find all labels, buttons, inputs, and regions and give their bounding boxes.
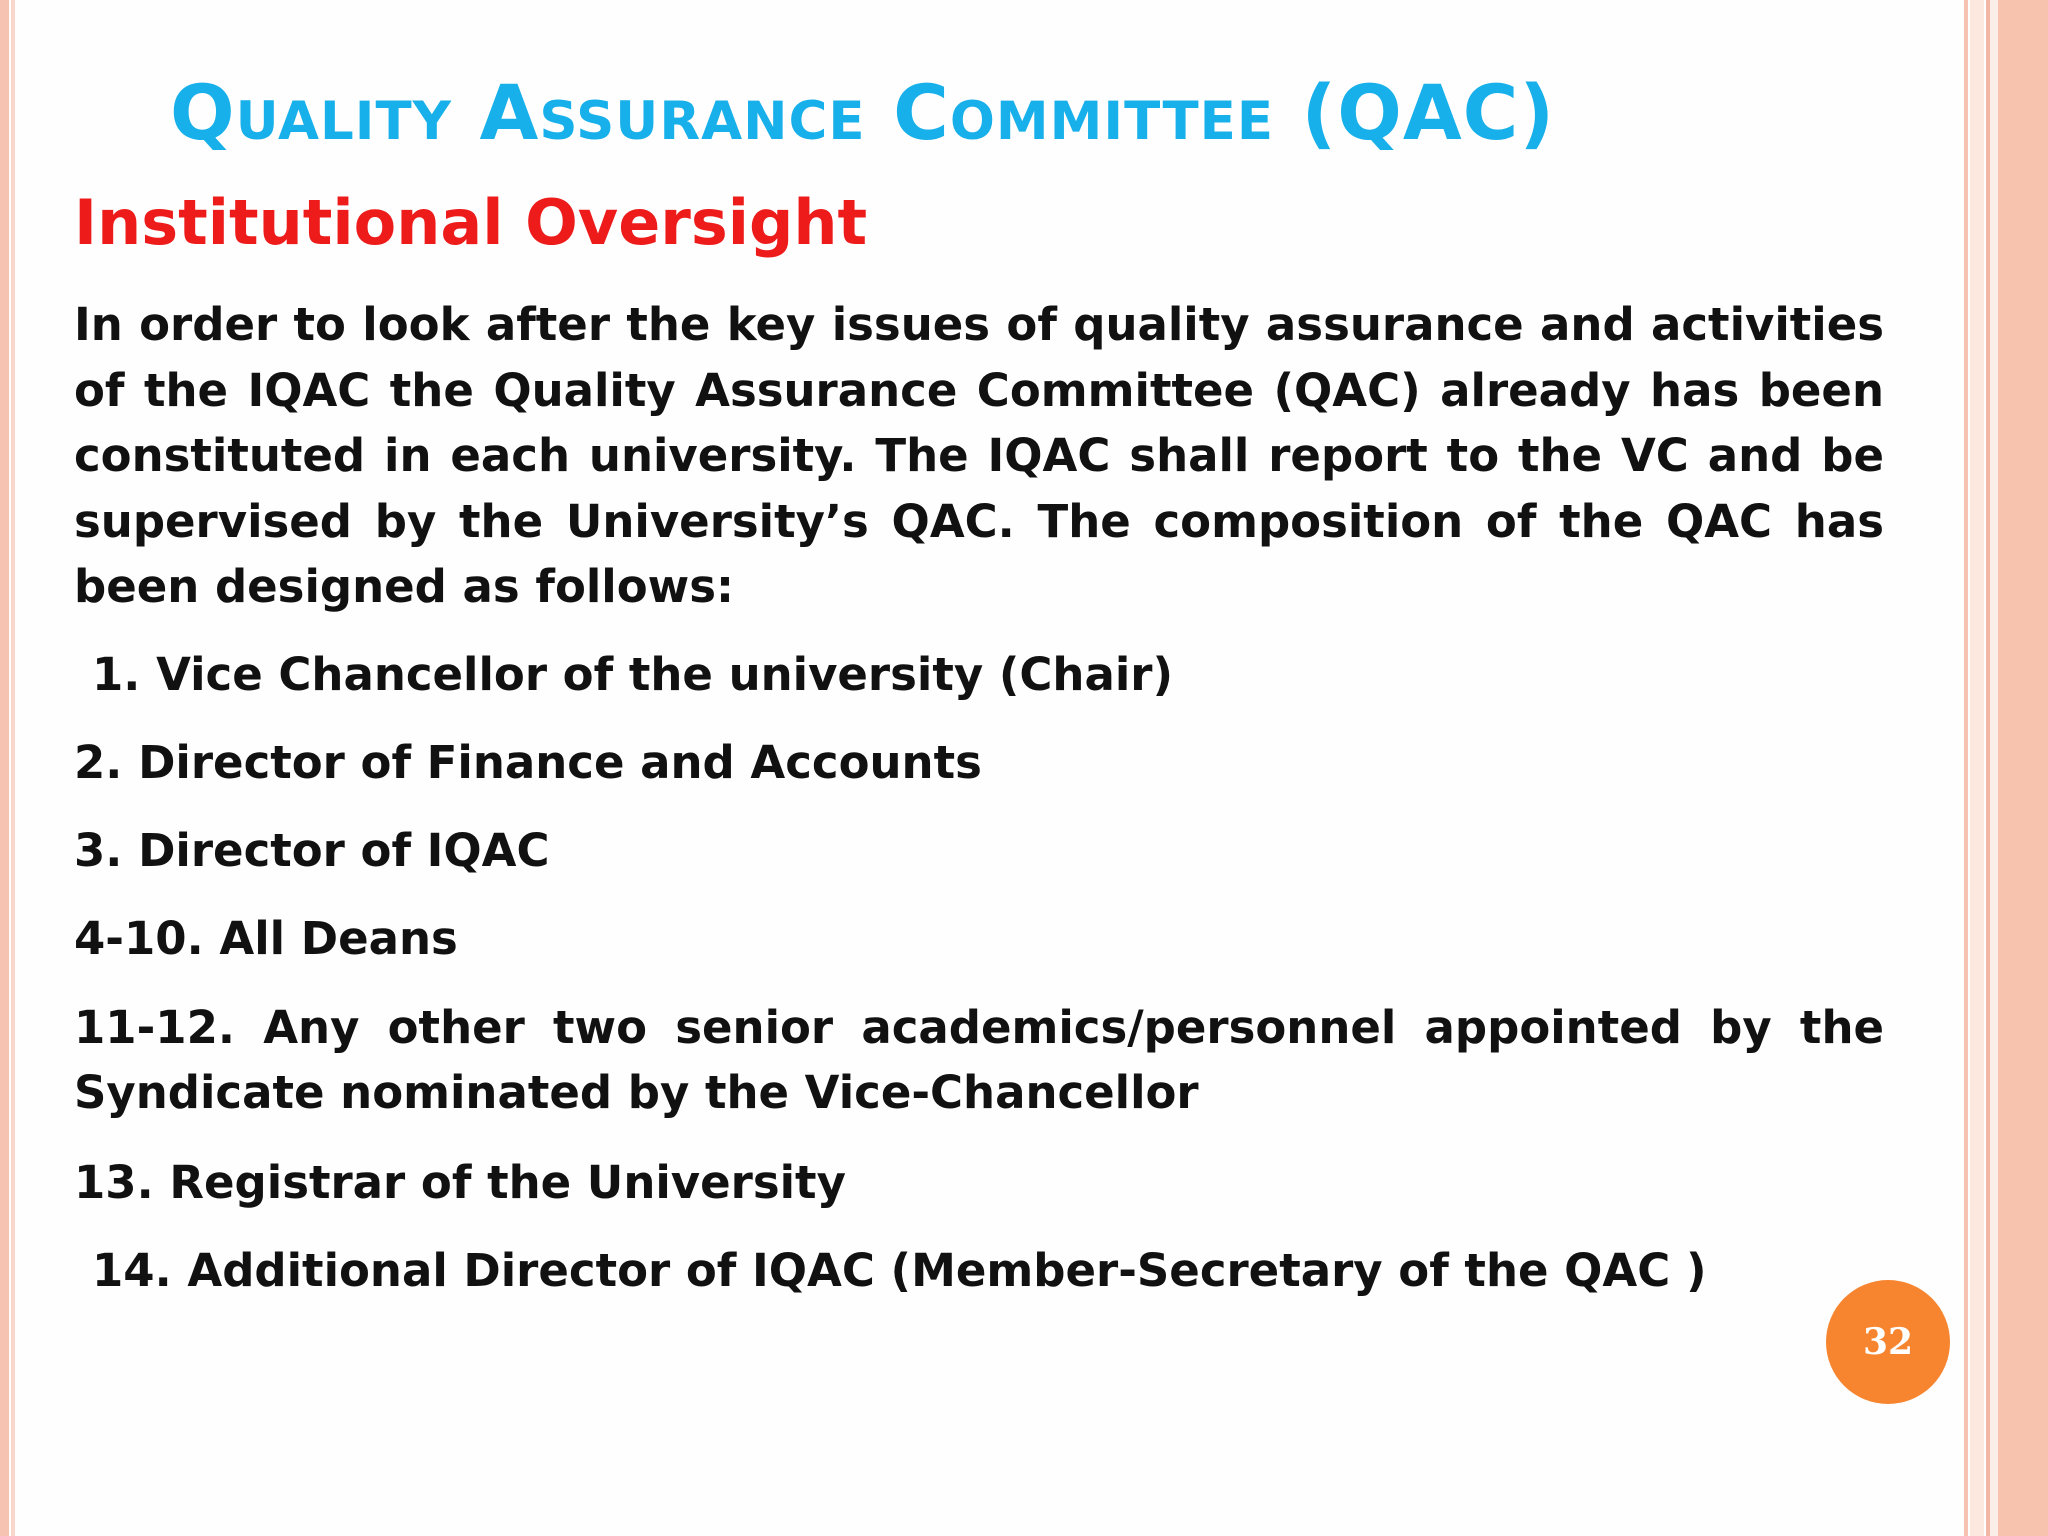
list-item: 14. Additional Director of IQAC (Member-Secretary of the QAC ) xyxy=(92,1244,1707,1297)
right-border-stripe-1 xyxy=(1964,0,1968,1536)
list-item: 11-12. Any other two senior academics/personnel appointed by the Syndicate nominated by the Vice-Chancellor xyxy=(74,1001,1884,1119)
right-border-stripe-2 xyxy=(1970,0,1984,1536)
list-item: 13. Registrar of the University xyxy=(74,1156,846,1209)
right-border-stripe-4 xyxy=(1990,0,1998,1536)
right-border-band xyxy=(1998,0,2048,1536)
list-item: 2. Director of Finance and Accounts xyxy=(74,736,982,789)
left-border-stripe-inner xyxy=(11,0,15,1536)
list-item: 1. Vice Chancellor of the university (Chair) xyxy=(92,648,1174,701)
page-number-badge: 32 xyxy=(1826,1280,1950,1404)
left-border-stripe xyxy=(0,0,9,1536)
slide-title: Quality Assurance Committee (QAC) xyxy=(170,68,1556,157)
list-item: 4-10. All Deans xyxy=(74,912,458,965)
slide-subtitle: Institutional Oversight xyxy=(74,186,868,259)
intro-paragraph: In order to look after the key issues of quality assurance and activities of the IQAC the Quality Assurance Committee (QAC) already has been constituted in each university. The IQAC shall report to the VC and be supervised by the University’s QAC. The composition of the QAC has been designed as follows: xyxy=(74,298,1884,613)
list-item: 3. Director of IQAC xyxy=(74,824,550,877)
